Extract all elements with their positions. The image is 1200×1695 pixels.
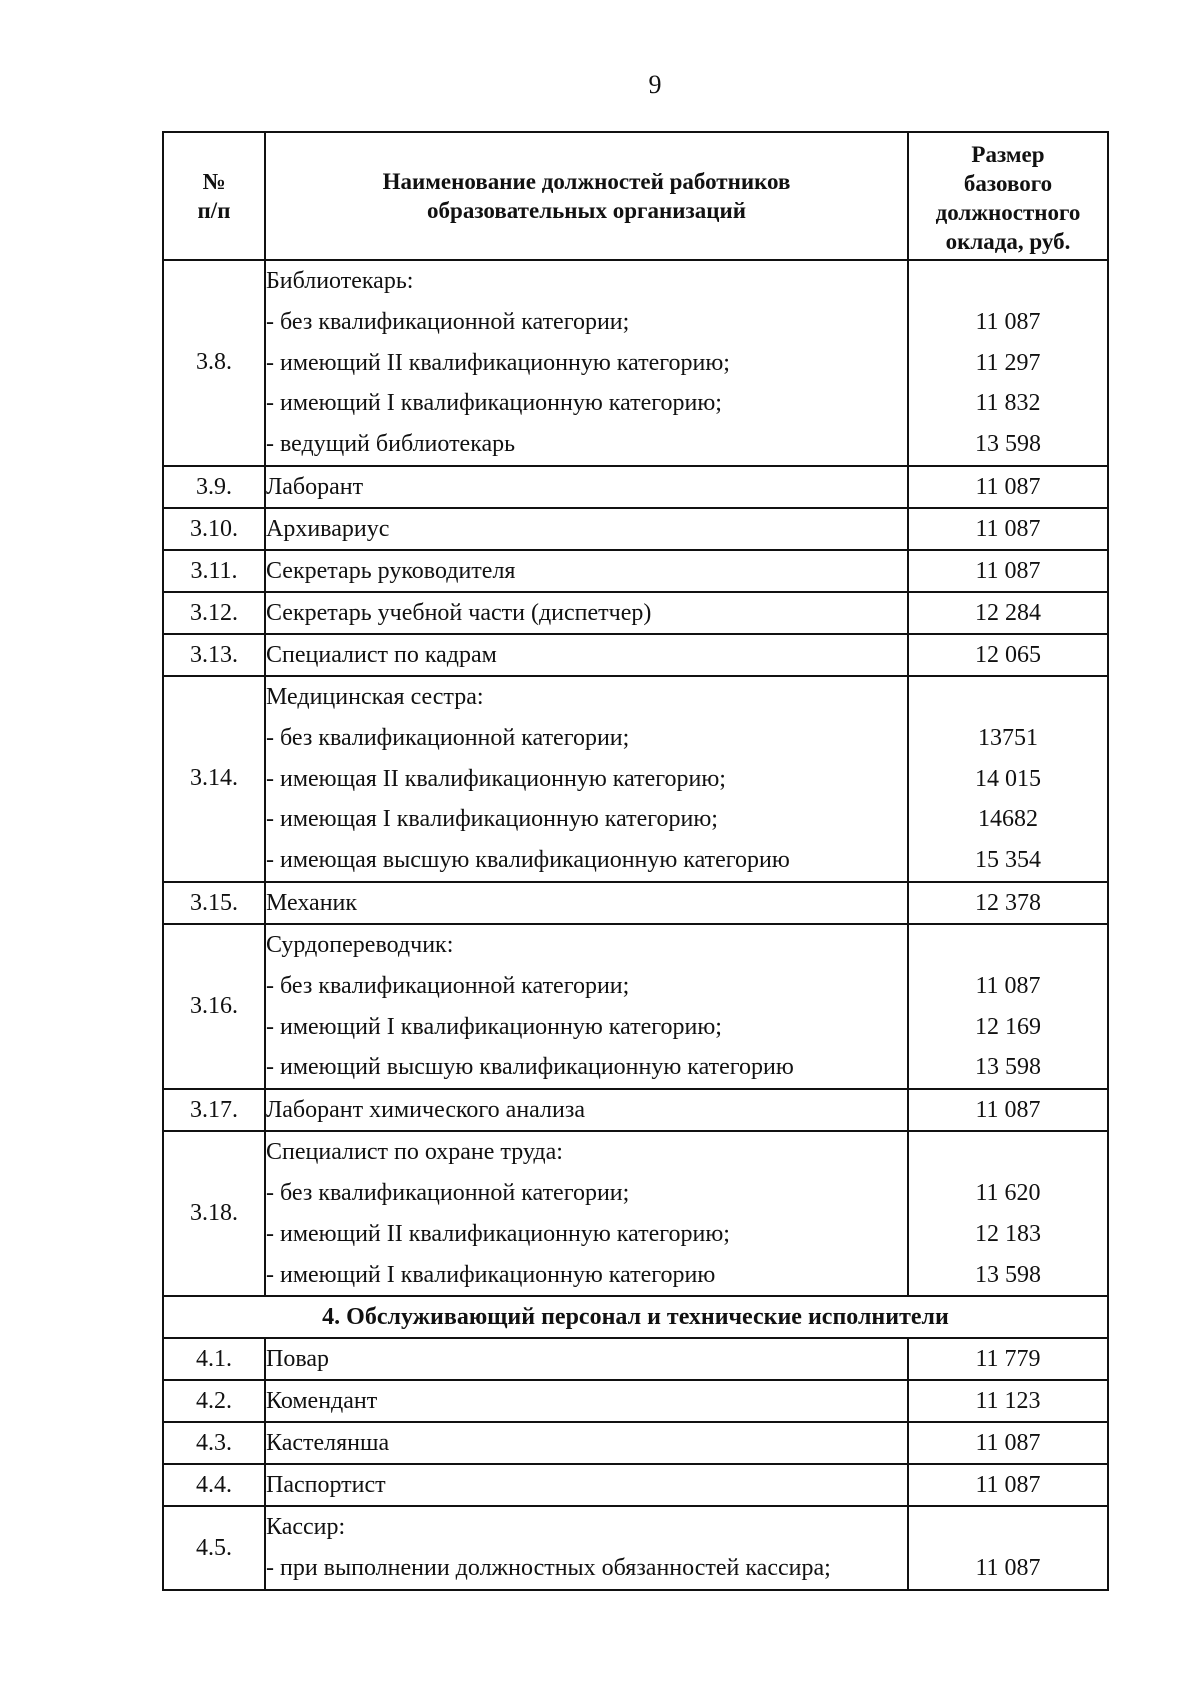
salary-value: 11 297: [975, 349, 1041, 376]
salary-value: 11 087: [975, 308, 1041, 335]
table-row: [163, 466, 1108, 508]
row-number: 4.2.: [163, 1380, 265, 1422]
salary-value: 11 087: [975, 1555, 1041, 1582]
table-row: [163, 882, 1108, 924]
row-number: 3.8.: [163, 260, 265, 466]
header-number-line2: п/п: [197, 198, 231, 223]
position-name: Архивариус: [265, 508, 908, 550]
salary-value: 13 598: [975, 1054, 1041, 1081]
table-row: [163, 260, 1108, 466]
header-salary: [908, 132, 1108, 260]
position-name: Кастелянша: [265, 1422, 908, 1464]
position-group-title: Медицинская сестра:: [266, 683, 484, 710]
position-name: [265, 924, 908, 1089]
row-number: 3.17.: [163, 1089, 265, 1131]
salary-value: 11 087: [908, 1422, 1108, 1464]
salary-cell: [908, 260, 1108, 466]
salary-cell: [908, 676, 1108, 882]
position-item: - имеющий II квалификационную категорию;: [266, 349, 730, 376]
salary-value: 11 832: [975, 390, 1041, 417]
salary-value: 11 087: [975, 972, 1041, 999]
position-name: [265, 1131, 908, 1296]
section-title: 4. Обслуживающий персонал и технические исполнители: [163, 1296, 1108, 1338]
position-group-title: Специалист по охране труда:: [266, 1139, 563, 1166]
header-name-line2: образовательных организаций: [427, 198, 746, 223]
position-item: - ведущий библиотекарь: [266, 431, 516, 458]
position-name: [265, 1506, 908, 1590]
table-row: [163, 1506, 1108, 1590]
salary-value: 15 354: [975, 847, 1041, 874]
position-group-title: Кассир:: [266, 1514, 346, 1541]
position-item: - без квалификационной категории;: [266, 972, 630, 999]
row-number: 3.13.: [163, 634, 265, 676]
table-row: [163, 508, 1108, 550]
row-number: 4.1.: [163, 1338, 265, 1380]
salary-value: 13751: [978, 724, 1038, 751]
position-item: - имеющий высшую квалификационную категорию: [266, 1054, 794, 1081]
salary-value: 12 284: [908, 592, 1108, 634]
page-number: 9: [648, 70, 662, 99]
row-number: 4.5.: [163, 1506, 265, 1590]
header-position-name: [265, 132, 908, 260]
salary-table: [162, 131, 1109, 1591]
salary-value: 12 378: [908, 882, 1108, 924]
position-item: - имеющий I квалификационную категорию;: [266, 390, 722, 417]
position-name: Повар: [265, 1338, 908, 1380]
salary-cell: [908, 924, 1108, 1089]
salary-cell: [908, 1506, 1108, 1590]
row-number: 4.3.: [163, 1422, 265, 1464]
position-item: - имеющий II квалификационную категорию;: [266, 1220, 730, 1247]
position-name: Механик: [265, 882, 908, 924]
table-row: [163, 1422, 1108, 1464]
row-number: 4.4.: [163, 1464, 265, 1506]
position-item: - имеющий I квалификационную категорию: [266, 1261, 716, 1288]
header-salary-line2: базового: [963, 171, 1053, 196]
table-header-row: [163, 132, 1108, 260]
salary-value: 11 087: [908, 550, 1108, 592]
position-name: Лаборант химического анализа: [265, 1089, 908, 1131]
row-number: 3.15.: [163, 882, 265, 924]
salary-value: 11 779: [908, 1338, 1108, 1380]
table-row: [163, 924, 1108, 1089]
position-name: Паспортист: [265, 1464, 908, 1506]
salary-value: 14 015: [975, 765, 1041, 792]
table-row: [163, 1380, 1108, 1422]
table-row: [163, 676, 1108, 882]
salary-value: 14682: [978, 806, 1038, 833]
position-group-title: Библиотекарь:: [266, 268, 414, 294]
salary-value: 11 087: [908, 1464, 1108, 1506]
table-row: [163, 1131, 1108, 1296]
table-row: [163, 592, 1108, 634]
table-row: [163, 634, 1108, 676]
salary-value: 12 169: [975, 1013, 1041, 1040]
position-item: - имеющий I квалификационную категорию;: [266, 1013, 722, 1040]
row-number: 3.12.: [163, 592, 265, 634]
position-item: - имеющая высшую квалификационную категорию: [266, 847, 790, 874]
table-row: [163, 1338, 1108, 1380]
row-number: 3.16.: [163, 924, 265, 1089]
row-number: 3.9.: [163, 466, 265, 508]
salary-value: 11 123: [908, 1380, 1108, 1422]
row-number: 3.18.: [163, 1131, 265, 1296]
row-number: 3.10.: [163, 508, 265, 550]
row-number: 3.14.: [163, 676, 265, 882]
salary-value: 13 598: [975, 1261, 1041, 1288]
salary-value: 12 183: [975, 1220, 1041, 1247]
table-row: [163, 550, 1108, 592]
row-number: 3.11.: [163, 550, 265, 592]
section-header-row: [163, 1296, 1108, 1338]
position-name: Секретарь руководителя: [265, 550, 908, 592]
position-item: - без квалификационной категории;: [266, 1179, 630, 1206]
position-item: - без квалификационной категории;: [266, 724, 630, 751]
salary-value: 11 087: [908, 508, 1108, 550]
header-name-line1: Наименование должностей работников: [382, 169, 791, 194]
position-item: - без квалификационной категории;: [266, 308, 630, 335]
position-item: - имеющая I квалификационную категорию;: [266, 806, 718, 833]
header-number: [163, 132, 265, 260]
table-row: [163, 1089, 1108, 1131]
salary-cell: [908, 1131, 1108, 1296]
header-salary-line4: оклада, руб.: [945, 229, 1071, 254]
salary-value: 12 065: [908, 634, 1108, 676]
header-salary-line1: Размер: [971, 142, 1045, 167]
position-item: - при выполнении должностных обязанностей кассира;: [266, 1555, 831, 1582]
position-name: [265, 676, 908, 882]
position-item: - имеющая II квалификационную категорию;: [266, 765, 726, 792]
position-name: Комендант: [265, 1380, 908, 1422]
position-name: [265, 260, 908, 466]
salary-value: 11 087: [908, 1089, 1108, 1131]
salary-value: 11 087: [908, 466, 1108, 508]
header-salary-line3: должностного: [935, 200, 1081, 225]
salary-value: 11 620: [975, 1179, 1041, 1206]
table-row: [163, 1464, 1108, 1506]
header-number-line1: №: [202, 169, 226, 194]
position-name: Секретарь учебной части (диспетчер): [265, 592, 908, 634]
position-name: Лаборант: [265, 466, 908, 508]
position-group-title: Сурдопереводчик:: [266, 931, 454, 958]
salary-value: 13 598: [975, 431, 1041, 458]
position-name: Специалист по кадрам: [265, 634, 908, 676]
